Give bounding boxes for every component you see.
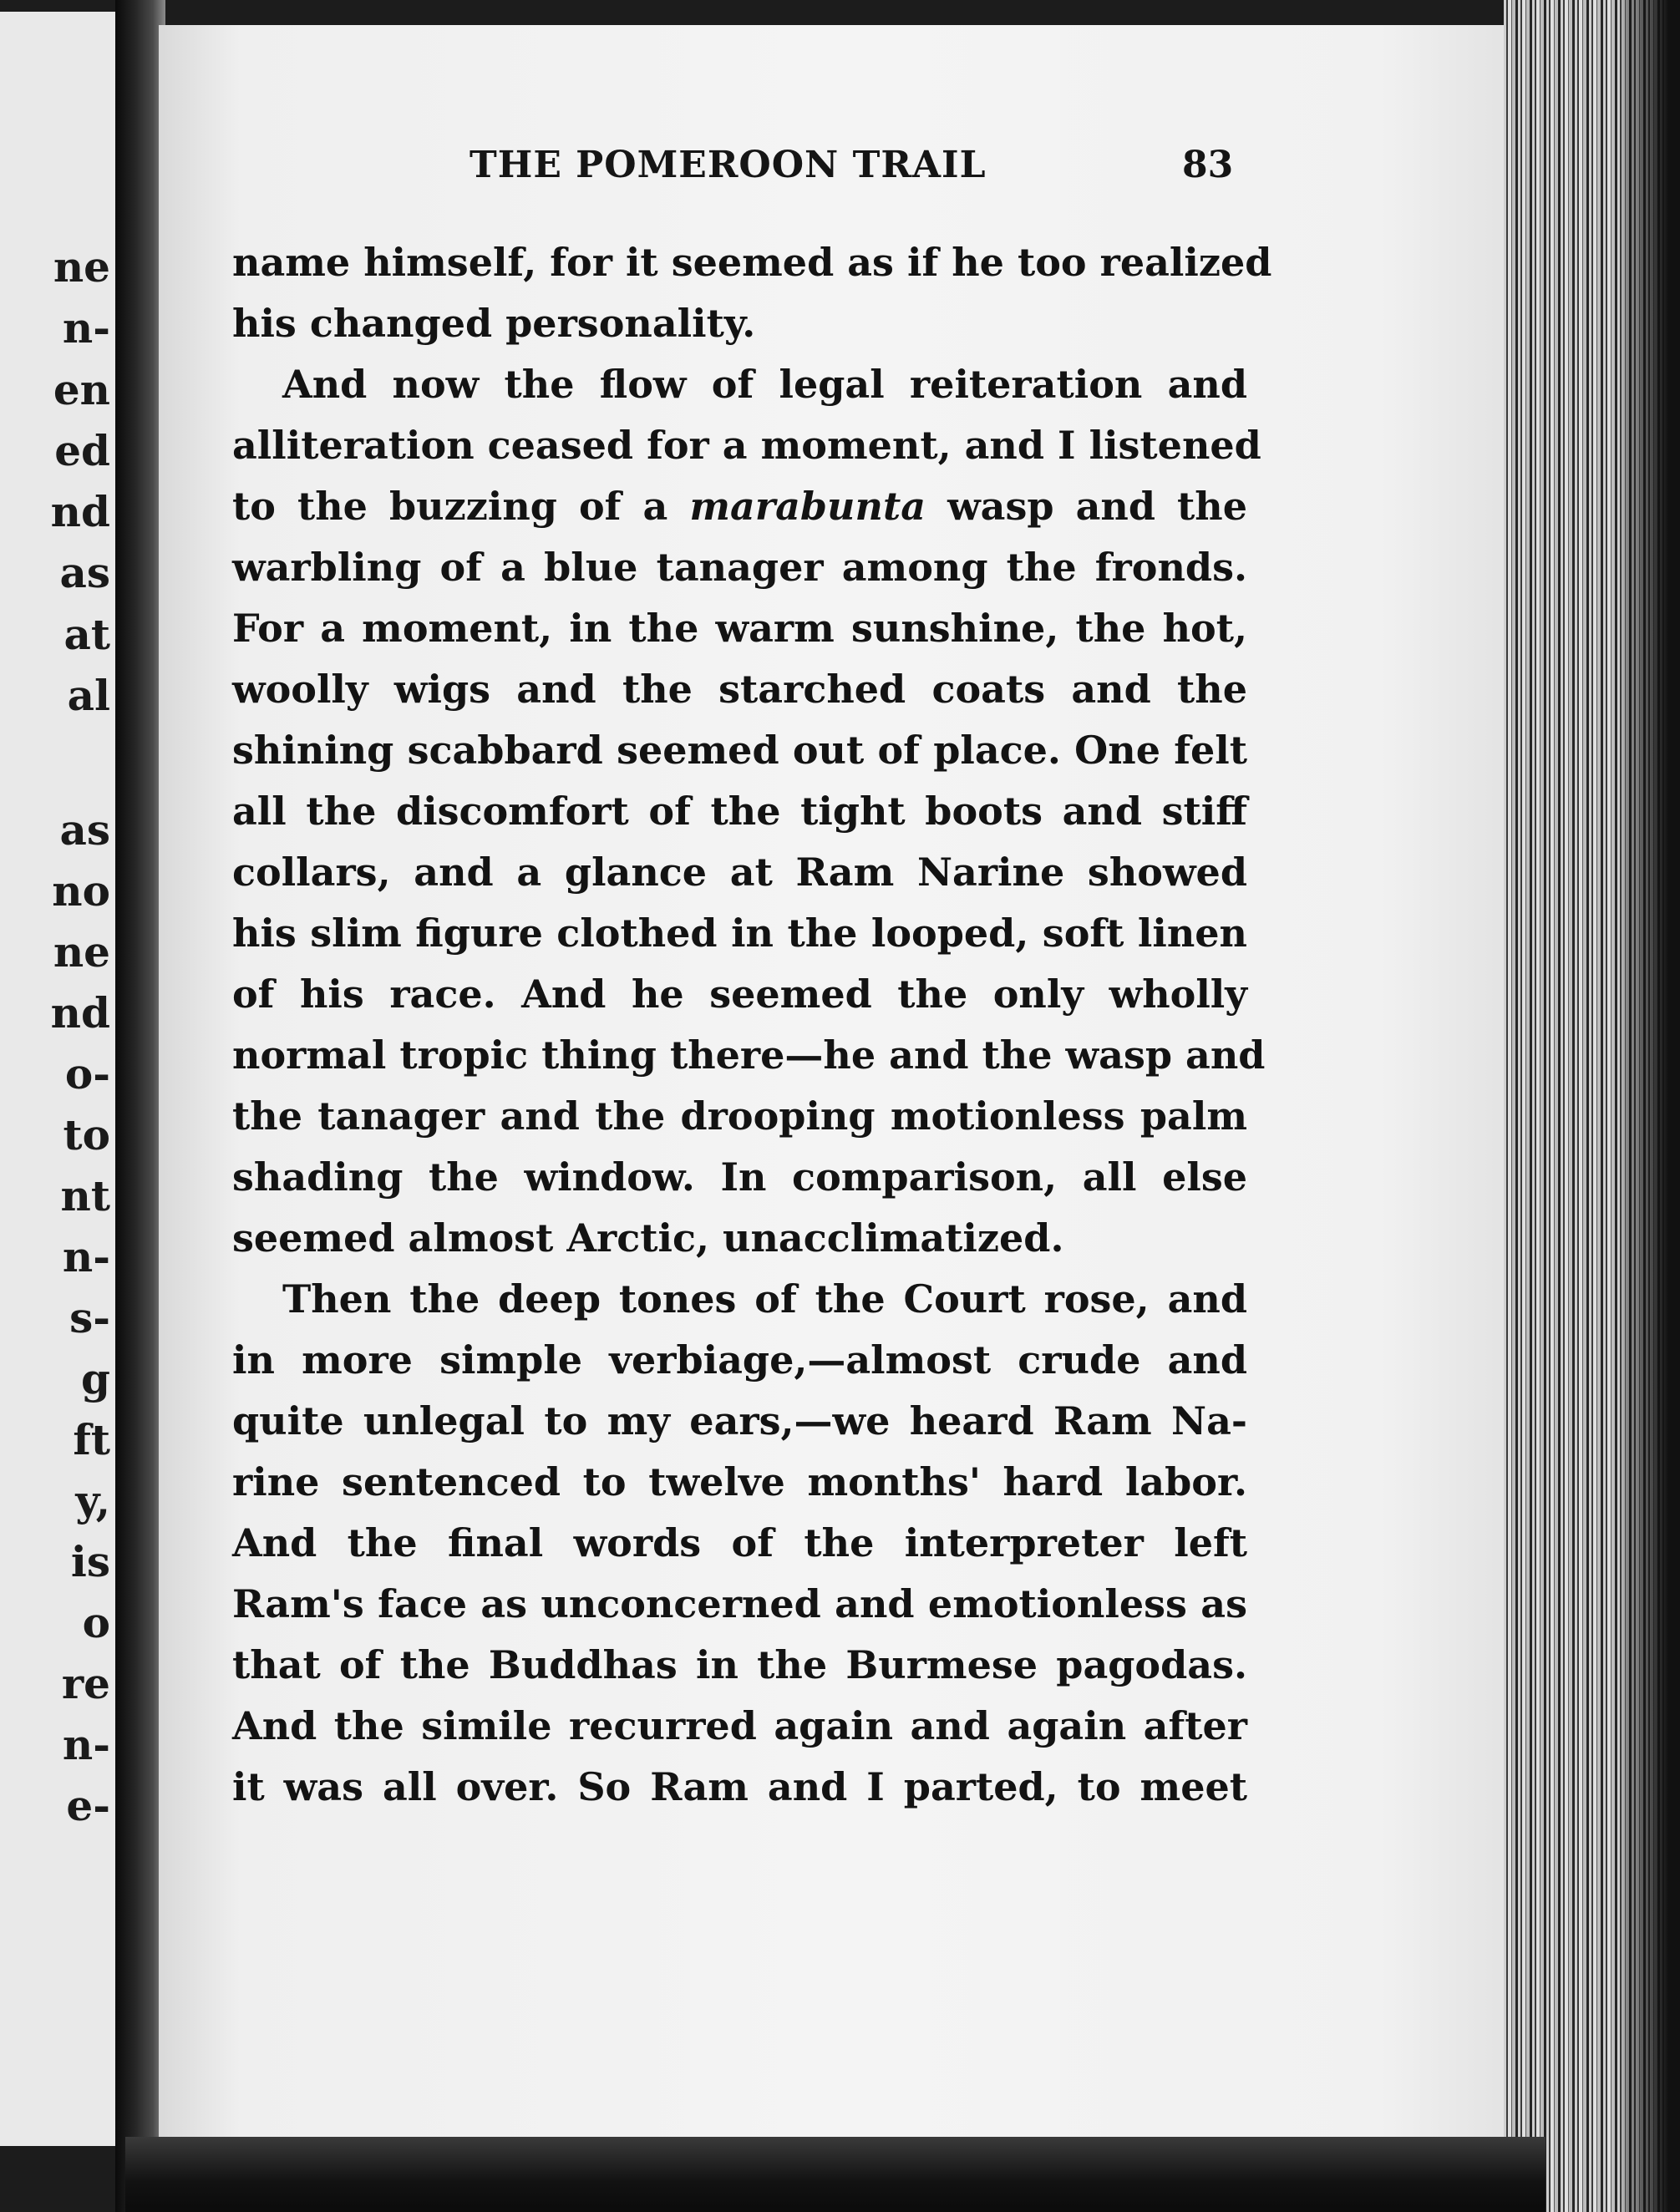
text-line: seemed almost Arctic, unacclimatized. (232, 1215, 1064, 1261)
text-line: in more simple verbiage,—almost crude and (232, 1337, 1247, 1382)
left-page-line-fragment: as (59, 805, 110, 855)
text-line: alliteration ceased for a moment, and I listened (232, 423, 1261, 468)
left-page-line-fragment: to (63, 1110, 110, 1159)
text-line: the tanager and the drooping motionless palm (232, 1093, 1247, 1139)
text-line: normal tropic thing there—he and the wasp and (232, 1032, 1266, 1078)
text-line: quite unlegal to my ears,—we heard Ram Na- (232, 1398, 1247, 1443)
text-line: And the final words of the interpreter left (232, 1520, 1247, 1565)
left-page-line-fragment: re (61, 1659, 110, 1708)
text-line: name himself, for it seemed as if he too realized (232, 240, 1272, 285)
page-number: 83 (1182, 144, 1234, 186)
text-line: And now the flow of legal reiteration and (282, 362, 1247, 407)
left-page-line-fragment: ed (54, 426, 110, 475)
left-page-line-fragment: g (81, 1354, 110, 1403)
left-page-line-fragment: at (63, 610, 110, 659)
left-page-line-fragment: nd (50, 988, 110, 1038)
left-page-line-fragment: y, (75, 1476, 110, 1525)
left-page-line-fragment: n- (62, 1232, 110, 1281)
text-line (232, 476, 1247, 537)
text-line: rine sentenced to twelve months' hard labor. (232, 1459, 1247, 1504)
left-page-line-fragment: o (82, 1598, 110, 1647)
italic-word: marabunta (689, 484, 926, 529)
text-segment: to the buzzing of a (232, 484, 668, 529)
left-page-line-fragment: no (52, 866, 110, 916)
left-page-line-fragment: ne (53, 242, 110, 292)
text-line: warbling of a blue tanager among the fronds. (232, 545, 1247, 590)
bottom-edge-shadow (125, 2137, 1545, 2212)
left-page-line-fragment: ne (53, 927, 110, 977)
left-page-line-fragment: s- (69, 1293, 110, 1342)
left-page-line-fragment: nd (50, 487, 110, 536)
left-page-line-fragment: al (67, 671, 110, 720)
text-line: shining scabbard seemed out of place. One felt (232, 728, 1247, 773)
left-page-line-fragment: as (59, 548, 110, 597)
left-page-line-fragment: n- (62, 303, 110, 353)
text-segment: wasp and the (947, 484, 1248, 529)
left-page-line-fragment: e- (66, 1781, 110, 1830)
text-line: shading the window. In comparison, all else (232, 1154, 1247, 1200)
text-line: And the simile recurred again and again after (232, 1703, 1247, 1748)
running-header (230, 144, 1232, 202)
text-line: his changed personality. (232, 301, 756, 346)
left-page-line-fragment: o- (64, 1049, 110, 1098)
text-line: all the discomfort of the tight boots and stiff (232, 789, 1247, 834)
book-gutter-shadow (115, 0, 165, 2212)
left-page-line-fragment: ft (73, 1415, 110, 1464)
left-page-line-fragment: is (70, 1537, 110, 1586)
text-line: woolly wigs and the starched coats and the (232, 667, 1247, 712)
text-line: of his race. And he seemed the only wholly (232, 972, 1247, 1017)
text-line: it was all over. So Ram and I parted, to meet (232, 1764, 1247, 1809)
text-line: For a moment, in the warm sunshine, the hot, (232, 606, 1247, 651)
page-body-text (232, 232, 1272, 1818)
previous-page-fragment (0, 12, 115, 2146)
text-line: Then the deep tones of the Court rose, and (282, 1276, 1247, 1322)
left-page-line-fragment: en (53, 365, 110, 414)
left-page-line-fragment: nt (60, 1171, 110, 1220)
text-line: his slim figure clothed in the looped, soft linen (232, 911, 1247, 956)
page-edges (1504, 0, 1680, 2212)
text-line: collars, and a glance at Ram Narine showed (232, 850, 1247, 895)
text-line: Ram's face as unconcerned and emotionless as (232, 1581, 1247, 1626)
text-line: that of the Buddhas in the Burmese pagodas. (232, 1642, 1247, 1687)
left-page-line-fragment: n- (62, 1720, 110, 1769)
running-title: THE POMEROON TRAIL (469, 144, 987, 186)
